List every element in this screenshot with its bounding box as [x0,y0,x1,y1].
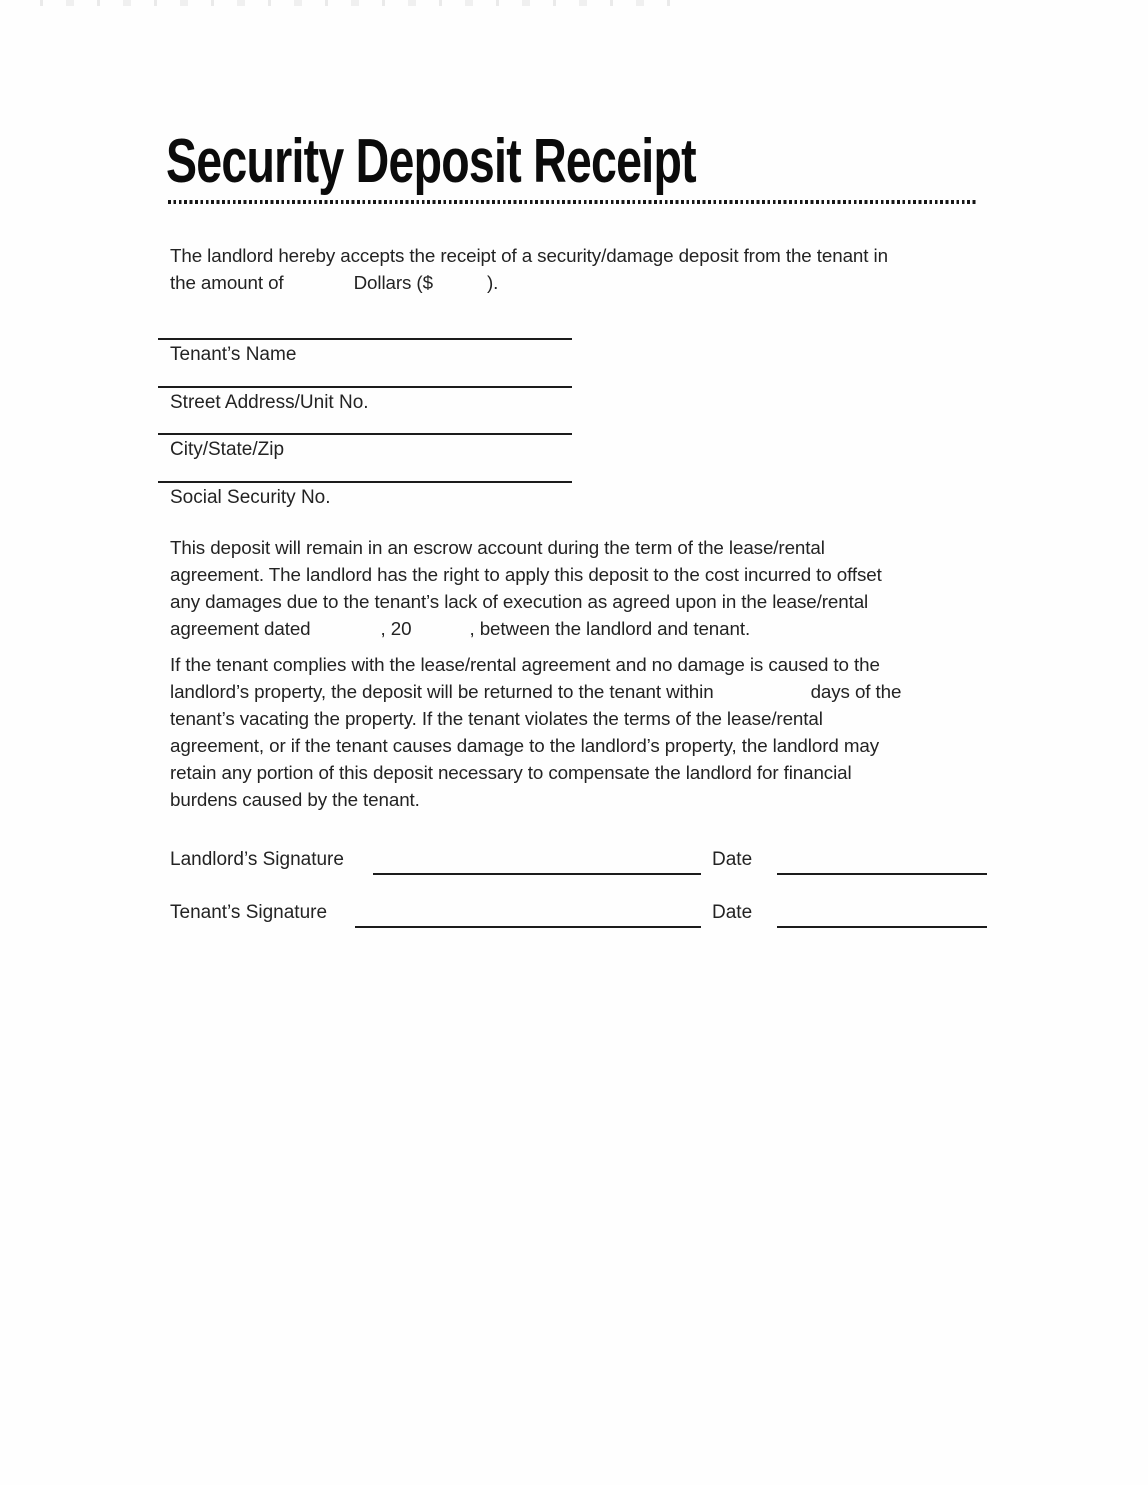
intro-line-1 [170,242,888,269]
city-state-zip-label: City/State/Zip [170,439,285,460]
return-text: agreement, or if the tenant causes damage to the landlord’s property, the landlord may [170,735,879,756]
landlord-date-line [777,873,987,875]
intro-text: The landlord hereby accepts the receipt of a security/damage deposit from the tenant in [170,245,888,266]
tenant-name-line [158,338,572,340]
landlord-signature-line [373,873,701,875]
intro-paragraph [170,242,888,296]
return-text: If the tenant complies with the lease/rental agreement and no damage is caused to the [170,654,880,675]
agreement-year-blank [411,634,469,635]
return-line-5 [170,759,901,786]
landlord-signature-label: Landlord’s Signature [170,849,344,870]
tenant-signature-line [355,926,701,928]
social-security-line [158,481,572,483]
return-text: burdens caused by the tenant. [170,789,420,810]
scan-noise-artifact [40,0,680,6]
escrow-text: agreement. The landlord has the right to apply this deposit to the cost incurred to offset [170,564,882,585]
intro-text: ). [486,272,499,293]
tenant-date-line [777,926,987,928]
return-line-2 [170,678,901,705]
escrow-paragraph [170,534,882,642]
escrow-line-2 [170,561,882,588]
intro-text: the amount of [170,272,284,293]
escrow-line-1 [170,534,882,561]
escrow-text: agreement dated [170,618,311,639]
tenant-signature-label: Tenant’s Signature [170,902,328,923]
agreement-date-blank [311,634,381,635]
landlord-date-label: Date [712,849,753,870]
return-text: tenant’s vacating the property. If the tenant violates the terms of the lease/rental [170,708,823,729]
title-dotted-rule [168,200,978,204]
return-line-1 [170,651,901,678]
street-address-line [158,386,572,388]
escrow-line-3 [170,588,882,615]
escrow-line-4 [170,615,882,642]
return-paragraph [170,651,901,813]
return-line-3 [170,705,901,732]
return-text: days of the [810,681,902,702]
escrow-text: any damages due to the tenant’s lack of execution as agreed upon in the lease/rental [170,591,869,612]
escrow-text: , 20 [380,618,412,639]
intro-line-2 [170,269,888,296]
days-count-blank [714,697,811,698]
city-state-zip-line [158,433,572,435]
return-text: retain any portion of this deposit necessary to compensate the landlord for financial [170,762,852,783]
amount-words-blank [284,288,354,289]
page-title: Security Deposit Receipt [166,127,696,196]
return-text: landlord’s property, the deposit will be returned to the tenant within [170,681,714,702]
return-line-4 [170,732,901,759]
social-security-label: Social Security No. [170,487,331,508]
tenant-date-label: Date [712,902,753,923]
escrow-text: This deposit will remain in an escrow account during the term of the lease/rental [170,537,825,558]
street-address-label: Street Address/Unit No. [170,392,369,413]
intro-text: Dollars ($ [353,272,433,293]
return-line-6 [170,786,901,813]
amount-numeric-blank [433,288,487,289]
tenant-name-label: Tenant’s Name [170,344,297,365]
escrow-text: , between the landlord and tenant. [469,618,751,639]
